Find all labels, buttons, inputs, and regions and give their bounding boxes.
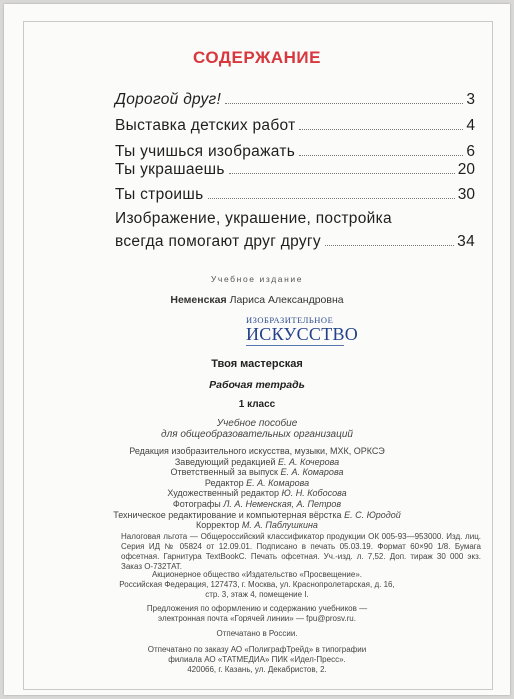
toc-item-label: Дорогой друг! bbox=[115, 91, 222, 108]
toc-item-page: 30 bbox=[457, 186, 475, 203]
toc-item bbox=[115, 117, 475, 135]
toc-item bbox=[115, 91, 475, 109]
credit-role: Фотографы bbox=[172, 498, 221, 509]
proposals-line: Предложения по оформлению и содержанию учебников — bbox=[146, 604, 368, 613]
credit-person: Ю. Н. Кобосова bbox=[281, 488, 347, 499]
toc-item-label: Изображение, украшение, постройка bbox=[115, 210, 392, 227]
toc-item-page: 3 bbox=[466, 91, 475, 108]
publisher-info bbox=[4, 570, 510, 600]
toc-title: СОДЕРЖАНИЕ bbox=[193, 48, 321, 67]
purpose-line: Учебное пособие bbox=[216, 418, 298, 429]
author-surname: Неменская bbox=[170, 294, 227, 306]
toc-item-page: 34 bbox=[457, 233, 475, 250]
credit-line bbox=[4, 510, 510, 521]
dot-leader bbox=[208, 198, 455, 199]
printed-in: Отпечатано в России. bbox=[216, 629, 298, 638]
credit-person: Е. С. Юродой bbox=[344, 509, 401, 520]
credit-line bbox=[4, 478, 510, 489]
credit-role: Заведующий редакцией bbox=[174, 456, 276, 467]
toc-item-page: 6 bbox=[466, 143, 475, 160]
publisher-line: стр. 3, этаж 4, помещение I. bbox=[205, 590, 309, 599]
dot-leader bbox=[225, 103, 463, 104]
logo-line-1: ИЗОБРАЗИТЕЛЬНОЕ bbox=[246, 315, 334, 325]
toc-item-label: Ты учишься изображать bbox=[115, 143, 296, 160]
credit-person: Е. А. Комарова bbox=[280, 467, 344, 478]
printer-line: Отпечатано по заказу АО «ПолиграфТрейд» в типографии bbox=[147, 645, 367, 654]
logo-underline bbox=[246, 345, 344, 346]
credit-line bbox=[4, 467, 510, 478]
author-name bbox=[4, 294, 510, 306]
book-grade: 1 класс bbox=[238, 399, 276, 410]
credit-line bbox=[4, 446, 510, 457]
printer-line: филиала АО «ТАТМЕДИА» ПИК «Идел-Пресс». bbox=[168, 655, 346, 664]
toc-item-page: 20 bbox=[457, 161, 475, 178]
purpose-line: для общеобразовательных организаций bbox=[161, 429, 353, 440]
toc-item bbox=[115, 210, 475, 251]
credit-line bbox=[4, 488, 510, 499]
printer-info bbox=[4, 645, 510, 675]
printer-line: 420066, г. Казань, ул. Декабристов, 2. bbox=[187, 665, 327, 674]
dot-leader bbox=[325, 245, 454, 246]
credit-role: Редактор bbox=[204, 477, 244, 488]
credit-role: Редакция изобразительного искусства, музыки, МХК, ОРКСЭ bbox=[129, 446, 385, 456]
credit-line bbox=[4, 499, 510, 510]
credit-role: Ответственный за выпуск bbox=[170, 467, 278, 478]
series-logo bbox=[246, 315, 359, 346]
toc-item-label: Ты строишь bbox=[115, 186, 204, 203]
author-given-name: Лариса Александровна bbox=[229, 294, 344, 306]
credit-role: Техническое редактирование и компьютерная вёрстка bbox=[113, 509, 342, 520]
toc-item-label-continued: всегда помогают друг другу bbox=[115, 233, 321, 250]
toc-item bbox=[115, 186, 475, 204]
logo-line-2: ИСКУССТВО bbox=[246, 324, 359, 344]
proposals-line: электронная почта «Горячей линии» — fpu@prosv.ru. bbox=[158, 614, 356, 623]
credit-person: Л. А. Неменская, А. Петров bbox=[223, 498, 342, 509]
toc-item-label: Ты украшаешь bbox=[115, 161, 225, 178]
book-purpose bbox=[4, 418, 510, 440]
imprint-label: Учебное издание bbox=[210, 274, 304, 284]
credit-person: Е. А. Комарова bbox=[246, 477, 310, 488]
toc-item bbox=[115, 161, 475, 179]
credit-role: Корректор bbox=[196, 520, 240, 531]
credit-line bbox=[4, 457, 510, 468]
toc-item-page: 4 bbox=[466, 117, 475, 134]
credit-line bbox=[4, 520, 510, 531]
dot-leader bbox=[229, 173, 455, 174]
publisher-line: Акционерное общество «Издательство «Просвещение». bbox=[151, 570, 363, 579]
toc-item bbox=[115, 143, 475, 161]
book-page bbox=[4, 4, 510, 695]
credits-block bbox=[4, 446, 510, 531]
book-title: Твоя мастерская bbox=[211, 358, 303, 370]
credit-person: М. А. Паблушкина bbox=[241, 520, 318, 531]
book-subtitle: Рабочая тетрадь bbox=[209, 379, 305, 391]
credit-person: Е. А. Кочерова bbox=[278, 456, 340, 467]
toc-item-label: Выставка детских работ bbox=[115, 117, 296, 134]
dot-leader bbox=[299, 129, 463, 130]
proposals-info bbox=[4, 604, 510, 624]
legal-info: Налоговая льгота — Общероссийский классификатор продукции ОК 005-93—953000. Изд. лиц. Серия ИД № 05824 от 12.09.01. Подписано в печать 05.03.19. Формат 60×90 1/8. Бумага офсетная. Гарнитура TextBookC. Печать офсетная. Уч.-изд. л. 7,52. Доп. тираж 30 000 экз. Заказ О-732ТАТ. bbox=[121, 532, 481, 571]
credit-role: Художественный редактор bbox=[167, 488, 279, 499]
dot-leader bbox=[299, 155, 463, 156]
publisher-line: Российская Федерация, 127473, г. Москва, ул. Краснопролетарская, д. 16, bbox=[119, 580, 395, 589]
